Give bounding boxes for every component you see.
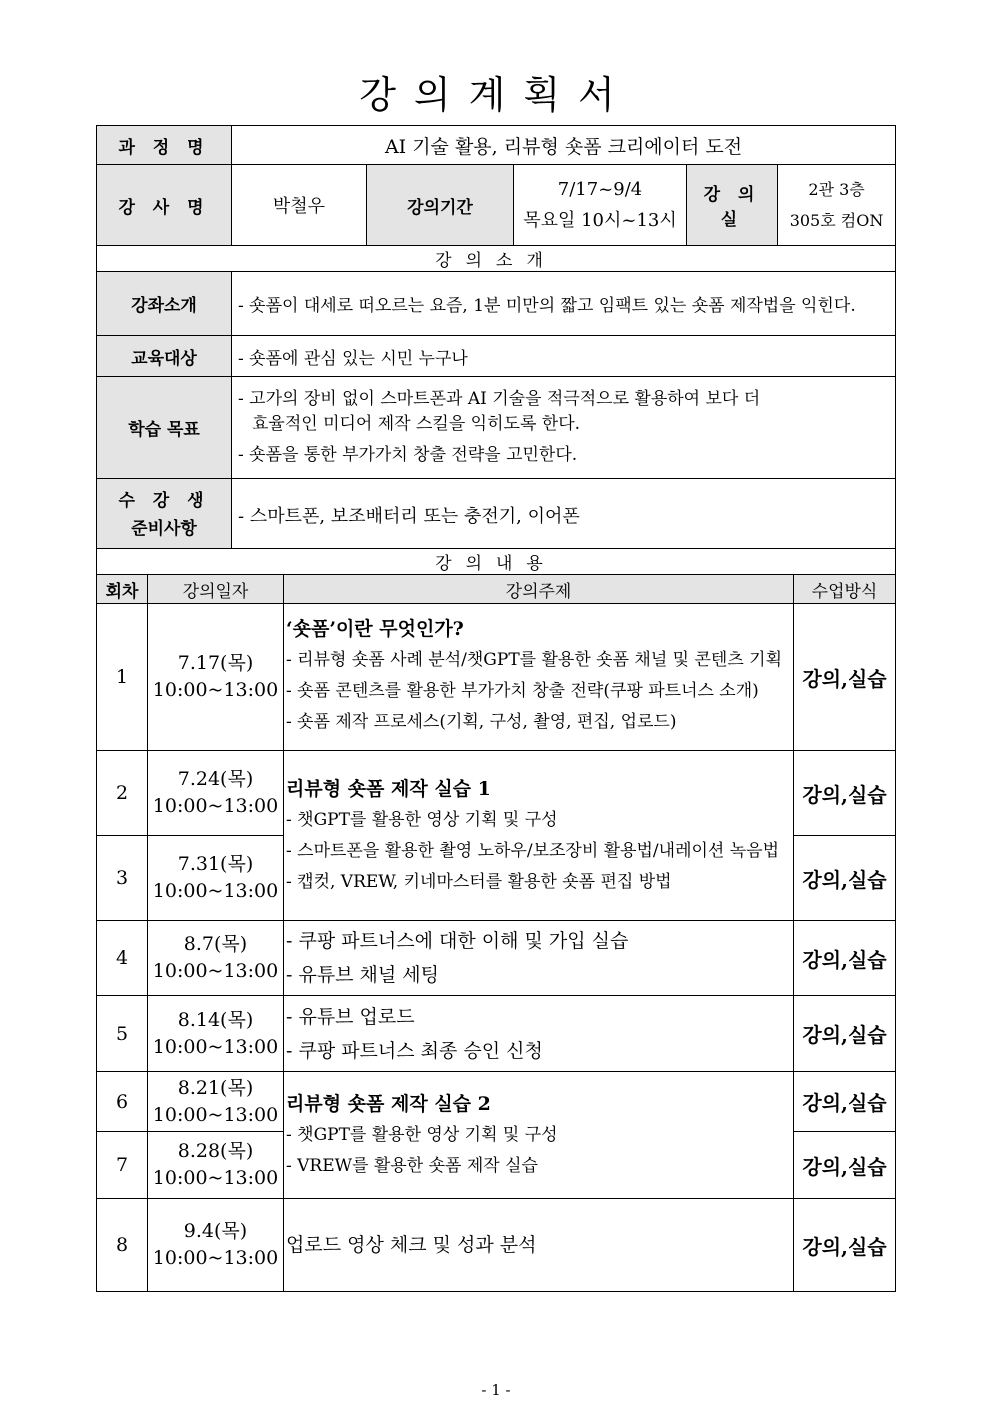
session-topic	[284, 996, 794, 1072]
session-date	[148, 921, 284, 996]
session-day: 7.17(목)	[177, 652, 254, 674]
session-no: 8	[97, 1199, 148, 1292]
table-row	[97, 1072, 896, 1132]
room-value	[778, 165, 896, 246]
course-label: 과 정 명	[97, 126, 232, 165]
goal-line-2: 효율적인 미디어 제작 스킬을 익히도록 한다.	[252, 414, 581, 434]
session-no: 5	[97, 996, 148, 1072]
session-time: 10:00~13:00	[152, 1035, 279, 1058]
session-date	[148, 604, 284, 751]
session-method: 강의,실습	[794, 1072, 896, 1132]
table-row	[97, 1199, 896, 1292]
session-method: 강의,실습	[794, 996, 896, 1072]
session-method: 강의,실습	[794, 1132, 896, 1199]
instructor-name: 박철우	[232, 165, 367, 246]
prep-label	[97, 479, 232, 551]
session-time: 10:00~13:00	[152, 1167, 279, 1189]
table-row	[97, 604, 896, 751]
session-time: 10:00~13:00	[152, 1247, 279, 1269]
topic-title: 리뷰형 숏폼 제작 실습 2	[286, 1092, 491, 1115]
table-row	[97, 921, 896, 996]
session-date	[148, 751, 284, 836]
session-method: 강의,실습	[794, 836, 896, 921]
session-topic	[284, 921, 794, 996]
session-no: 3	[97, 836, 148, 921]
page-number: - 1 -	[481, 1381, 511, 1399]
goal-text	[232, 377, 896, 479]
period-value	[514, 165, 687, 246]
prep-label-line-1: 수 강 생	[118, 490, 210, 511]
goal-label: 학습 목표	[97, 377, 232, 479]
session-day: 9.4(목)	[183, 1220, 248, 1242]
table-row	[97, 751, 896, 836]
session-day: 8.21(목)	[177, 1076, 254, 1099]
session-time: 10:00~13:00	[152, 880, 279, 902]
overview-label: 강좌소개	[97, 272, 232, 336]
topic-item: - 숏폼 콘텐츠를 활용한 부가가치 창출 전략(쿠팡 파트너스 소개)	[286, 681, 759, 701]
session-time: 10:00~13:00	[152, 679, 279, 701]
schedule-table	[96, 548, 896, 1292]
prep-label-line-2: 준비사항	[131, 518, 197, 539]
col-method: 수업방식	[794, 575, 896, 604]
session-method: 강의,실습	[794, 1199, 896, 1292]
col-date: 강의일자	[148, 575, 284, 604]
session-date	[148, 1132, 284, 1199]
topic-item: - 유튜브 업로드	[286, 1005, 415, 1028]
instructor-label: 강 사 명	[97, 165, 232, 246]
topic-item: - 챗GPT를 활용한 영상 기획 및 구성	[286, 1124, 558, 1145]
session-day: 7.24(목)	[177, 768, 254, 790]
room-label: 강 의 실	[687, 165, 778, 246]
session-topic	[284, 751, 794, 921]
period-schedule: 목요일 10시~13시	[523, 210, 677, 231]
overview-text: - 숏폼이 대세로 떠오르는 요즘, 1분 미만의 짧고 임팩트 있는 숏폼 제작법을 익힌다.	[232, 272, 896, 336]
session-topic	[284, 604, 794, 751]
goal-line-3: - 숏폼을 통한 부가가치 창출 전략을 고민한다.	[238, 445, 578, 465]
session-no: 1	[97, 604, 148, 751]
session-day: 8.28(목)	[177, 1140, 254, 1162]
session-time: 10:00~13:00	[152, 1103, 279, 1126]
session-method: 강의,실습	[794, 604, 896, 751]
topic-item: - 캡컷, VREW, 키네마스터를 활용한 숏폼 편집 방법	[286, 871, 672, 892]
room-number: 305호 컴ON	[789, 211, 884, 230]
session-time: 10:00~13:00	[152, 960, 279, 982]
topic-item: - VREW를 활용한 숏폼 제작 실습	[286, 1155, 538, 1176]
session-date	[148, 1199, 284, 1292]
session-time: 10:00~13:00	[152, 795, 279, 817]
period-dates: 7/17~9/4	[557, 179, 643, 200]
room-building: 2관 3층	[808, 180, 865, 199]
course-name: AI 기술 활용, 리뷰형 숏폼 크리에이터 도전	[232, 126, 896, 165]
prep-text: - 스마트폰, 보조배터리 또는 충전기, 이어폰	[232, 479, 896, 551]
target-text: - 숏폼에 관심 있는 시민 누구나	[232, 336, 896, 377]
session-method: 강의,실습	[794, 751, 896, 836]
intro-section-header: 강의소개	[97, 246, 896, 272]
topic-item: - 유튜브 채널 세팅	[286, 964, 440, 986]
session-topic	[284, 1072, 794, 1199]
session-day: 8.14(목)	[177, 1008, 254, 1031]
session-no: 4	[97, 921, 148, 996]
session-topic	[284, 1199, 794, 1292]
topic-title: ‘숏폼’이란 무엇인가?	[286, 618, 464, 640]
session-date	[148, 1072, 284, 1132]
topic-item: - 숏폼 제작 프로세스(기획, 구성, 촬영, 편집, 업로드)	[286, 712, 677, 732]
table-row	[97, 996, 896, 1072]
session-day: 8.7(목)	[183, 933, 248, 955]
topic-item: 업로드 영상 체크 및 성과 분석	[286, 1234, 537, 1256]
topic-item: - 쿠팡 파트너스 최종 승인 신청	[286, 1039, 543, 1062]
goal-line-1: - 고가의 장비 없이 스마트폰과 AI 기술을 적극적으로 활용하여 보다 더	[238, 389, 761, 409]
session-no: 7	[97, 1132, 148, 1199]
topic-title: 리뷰형 숏폼 제작 실습 1	[286, 777, 491, 800]
session-date	[148, 836, 284, 921]
session-date	[148, 996, 284, 1072]
col-session: 회차	[97, 575, 148, 604]
target-label: 교육대상	[97, 336, 232, 377]
content-section-header: 강의내용	[97, 549, 896, 575]
topic-item: - 챗GPT를 활용한 영상 기획 및 구성	[286, 809, 558, 830]
topic-item: - 스마트폰을 활용한 촬영 노하우/보조장비 활용법/내레이션 녹음법	[286, 840, 780, 861]
session-day: 7.31(목)	[177, 853, 254, 875]
topic-item: - 쿠팡 파트너스에 대한 이해 및 가입 실습	[286, 930, 629, 952]
session-no: 6	[97, 1072, 148, 1132]
topic-item: - 리뷰형 숏폼 사례 분석/챗GPT를 활용한 숏폼 채널 및 콘텐츠 기획	[286, 650, 782, 670]
col-topic: 강의주제	[284, 575, 794, 604]
course-info-table	[96, 125, 896, 551]
period-label: 강의기간	[367, 165, 514, 246]
session-method: 강의,실습	[794, 921, 896, 996]
page-title: 강의계획서	[359, 73, 633, 117]
session-no: 2	[97, 751, 148, 836]
